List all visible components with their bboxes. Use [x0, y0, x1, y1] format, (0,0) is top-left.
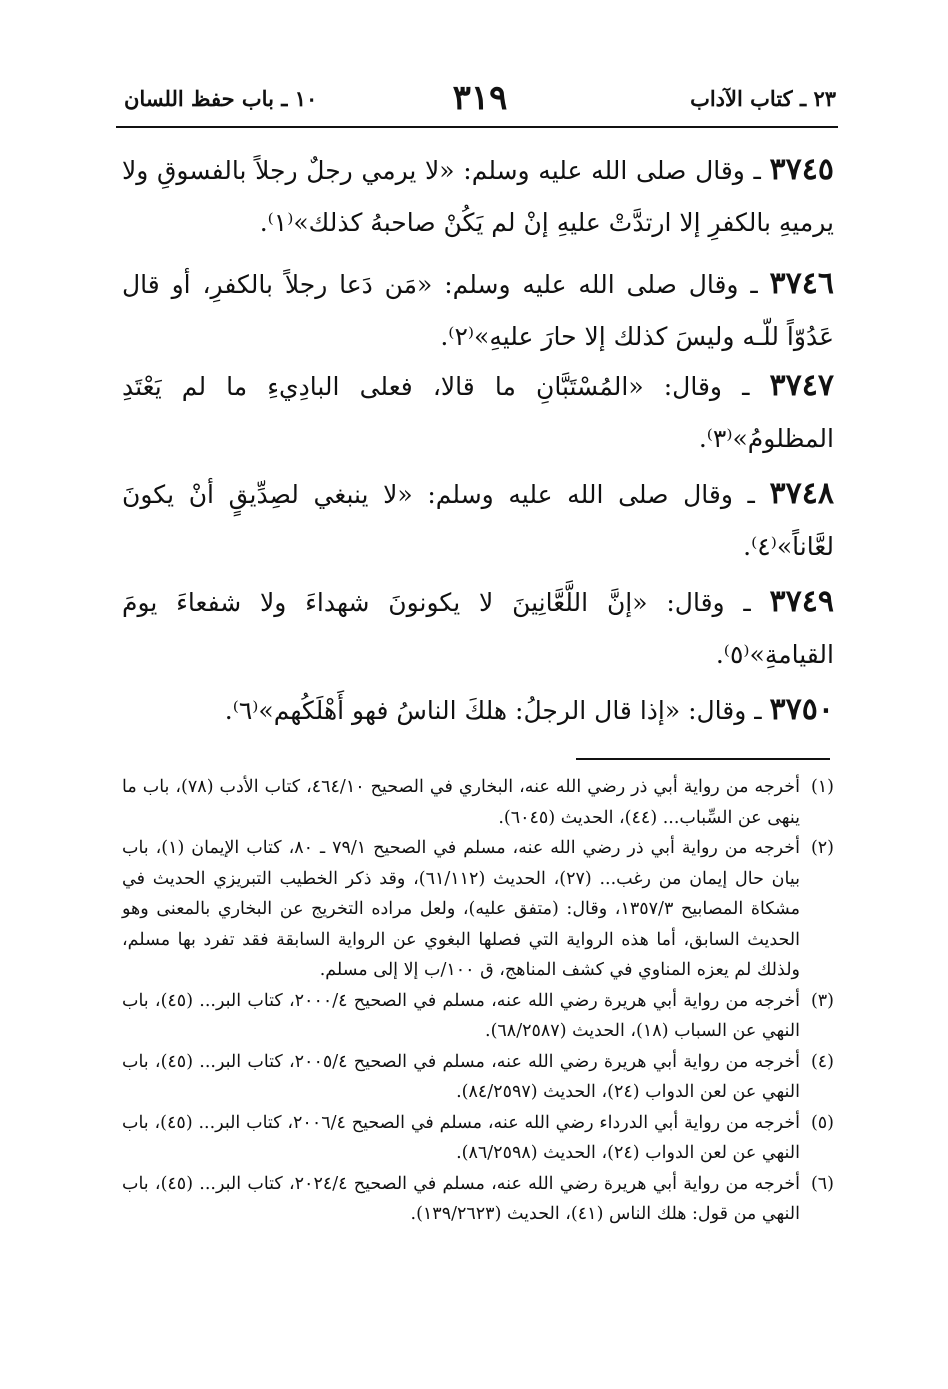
- hadith-number: ٣٧٤٥: [769, 152, 834, 187]
- hadith-paragraph: [122, 684, 834, 737]
- hadith-text: ـ وقال صلى الله عليه وسلم: «لا ينبغي لصِدِّيقٍ أنْ يكونَ لعَّاناً»⁽٤⁾.: [122, 480, 834, 561]
- hadith-paragraph: [122, 576, 834, 681]
- header-divider: [116, 126, 838, 128]
- footnote-text: أخرجه من رواية أبي هريرة رضي الله عنه، مسلم في الصحيح ٢٠٢٤/٤، كتاب البر... (٤٥)، باب النهي من قول: هلك الناس (٤١)، الحديث (١٣٩/٢٦٢٣).: [122, 1173, 800, 1224]
- book-section-title: ٢٣ ـ كتاب الآداب: [690, 86, 836, 111]
- hadith-text: ـ وقال: «إنَّ اللَّعَّانِينَ لا يكونونَ شهداءَ ولا شفعاءَ يومَ القيامةِ»⁽٥⁾.: [122, 588, 834, 669]
- hadith-paragraph: [122, 468, 834, 573]
- hadith-number: ٣٧٥٠: [769, 692, 834, 727]
- footnote-text: أخرجه من رواية أبي الدرداء رضي الله عنه، مسلم في الصحيح ٢٠٠٦/٤، كتاب البر... (٤٥)، باب النهي عن لعن الدواب (٢٤)، الحديث (٨٦/٢٥٩٨).: [122, 1112, 801, 1163]
- hadith-text: ـ وقال صلى الله عليه وسلم: «لا يرمي رجلٌ رجلاً بالفسوقِ ولا يرميهِ بالكفرِ إلا ارتدَّتْ عليهِ إنْ لم يَكُنْ صاحبهُ كذلك»⁽١⁾.: [122, 156, 834, 237]
- hadith-paragraph: [122, 258, 834, 363]
- hadith-text: ـ وقال: «إذا قال الرجلُ: هلكَ الناسُ فهو أَهْلَكُهم»⁽٦⁾.: [224, 696, 770, 725]
- footnote: [122, 772, 834, 833]
- footnote-text: أخرجه من رواية أبي ذر رضي الله عنه، البخاري في الصحيح ٤٦٤/١٠، كتاب الأدب (٧٨)، باب ما ينهى عن السِّباب... (٤٤)، الحديث (٦٠٤٥).: [122, 777, 800, 828]
- footnote-divider: [576, 758, 830, 760]
- footnote: [122, 833, 834, 986]
- footnote-mark: (٣): [810, 990, 834, 1011]
- chapter-title: ١٠ ـ باب حفظ اللسان: [124, 86, 318, 111]
- footnote: [122, 1169, 834, 1230]
- footnote-mark: (١): [810, 777, 834, 797]
- footnote: [122, 1047, 834, 1108]
- footnote-text: أخرجه من رواية أبي هريرة رضي الله عنه، مسلم في الصحيح ٢٠٠٥/٤، كتاب البر... (٤٥)، باب النهي عن لعن الدواب (٢٤)، الحديث (٨٤/٢٥٩٧).: [122, 1051, 800, 1102]
- footnote: [122, 1108, 834, 1169]
- page-number: ٣١٩: [452, 78, 508, 118]
- hadith-paragraph: [122, 144, 834, 249]
- hadith-number: ٣٧٤٦: [769, 266, 834, 301]
- footnote-text: أخرجه من رواية أبي ذر رضي الله عنه، مسلم في الصحيح ٧٩/١ ـ ٨٠، كتاب الإيمان (١)، باب بيان حال إيمان من رغب... (٢٧)، الحديث (٦١/١١٢)، وقد ذكر الخطيب التبريزي الحديث في مشكاة المصابيح ١٣٥٧/٣، وقال: (متفق عليه)، ولعل مراده التخريج عن البخاري بالمعنى وهو الحديث السابق، أما هذه الرواية التي فصلها البغوي عن الرواية السابقة فقد تفرد بها مسلم، ولذلك لم يعزه المناوي في كشف المناهج، ق ١٠٠/ب إلا إلى مسلم.: [122, 838, 800, 980]
- footnote-text: أخرجه من رواية أبي هريرة رضي الله عنه، مسلم في الصحيح ٢٠٠٠/٤، كتاب البر... (٤٥)، باب النهي عن السباب (١٨)، الحديث (٦٨/٢٥٨٧).: [122, 990, 800, 1041]
- hadith-paragraph: [122, 360, 834, 465]
- footnotes: [122, 772, 834, 1230]
- footnote-mark: (٤): [810, 1051, 834, 1072]
- footnote-mark: (٢): [810, 838, 834, 858]
- hadith-number: ٣٧٤٩: [769, 584, 834, 619]
- hadith-text: ـ وقال صلى الله عليه وسلم: «مَن دَعا رجلاً بالكفرِ، أو قال عَدُوّاً للّـه وليسَ كذلك إلا حارَ عليهِ»⁽٢⁾.: [122, 270, 834, 351]
- hadith-number: ٣٧٤٨: [769, 476, 834, 511]
- footnote: [122, 986, 834, 1047]
- hadith-text: ـ وقال: «المُسْتَبَّانِ ما قالا، فعلى البادِيءِ ما لم يَعْتَدِ المظلومُ»⁽٣⁾.: [122, 372, 834, 453]
- page-header: [124, 78, 836, 124]
- footnote-mark: (٥): [810, 1112, 834, 1133]
- footnote-mark: (٦): [810, 1173, 834, 1194]
- hadith-number: ٣٧٤٧: [769, 368, 834, 403]
